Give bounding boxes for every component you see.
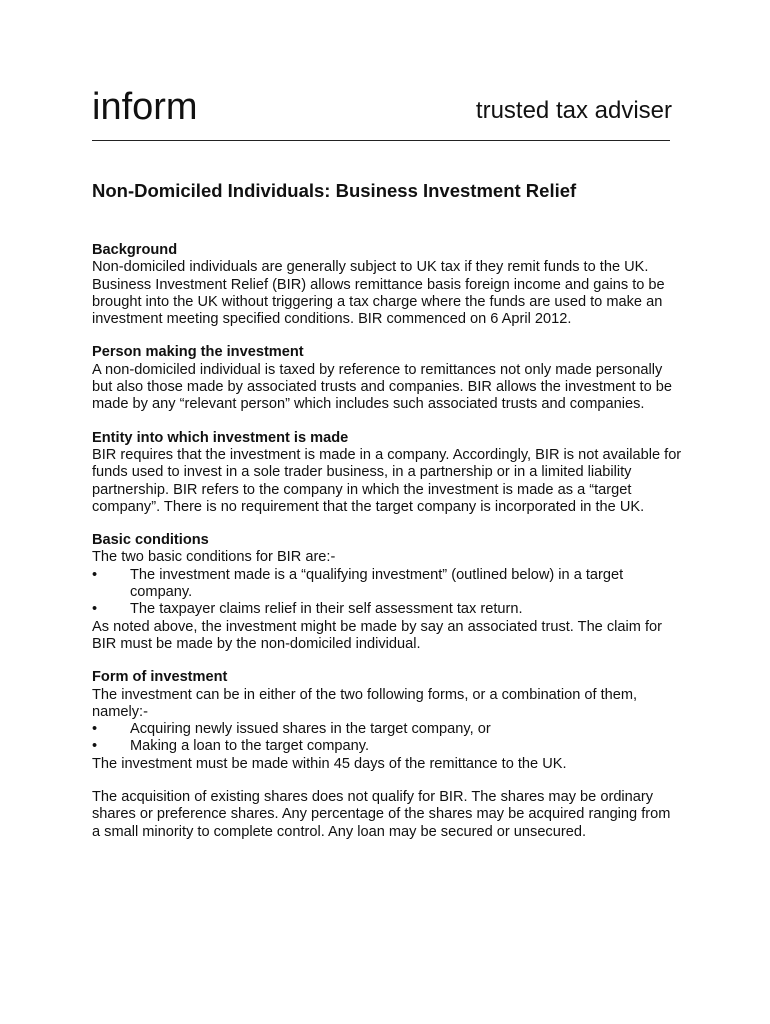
section-heading: Background xyxy=(92,242,178,258)
section-paragraph: A non-domiciled individual is taxed by reference to remittances not only made personally but also those made by associated trusts and companies. BIR allows the investment to be made by any “relevant person” which includes such associated trusts and companies. xyxy=(92,361,673,413)
list-item-text: Acquiring newly issued shares in the target company, or xyxy=(130,721,491,738)
section-intro: The investment can be in either of the two following forms, or a combination of them, namely:- xyxy=(92,686,638,720)
brand-tagline: trusted tax adviser xyxy=(475,97,672,124)
section-paragraph: The investment must be made within 45 days of the remittance to the UK. xyxy=(92,755,567,772)
bullet-glyph: • xyxy=(92,738,98,755)
section-person xyxy=(92,344,682,413)
document-title: Non-Domiciled Individuals: Business Investment Relief xyxy=(92,180,577,201)
section-intro: The two basic conditions for BIR are:- xyxy=(92,549,336,566)
list-item xyxy=(92,567,682,602)
section-heading: Person making the investment xyxy=(92,344,304,361)
bullet-list xyxy=(92,721,682,756)
section-paragraph: Non-domiciled individuals are generally subject to UK tax if they remit funds to the UK. Business Investment Relief (BIR) allows remittance basis foreign income and gains to be brought into the UK without triggering a tax charge where the funds are used to make an investment meeting specified conditions. BIR commenced on 6 April 2012. xyxy=(92,259,665,328)
bullet-glyph: • xyxy=(92,721,98,738)
section-heading: Entity into which investment is made xyxy=(92,429,349,446)
section-heading: Basic conditions xyxy=(92,532,209,549)
list-item-text: Making a loan to the target company. xyxy=(130,738,370,755)
section-paragraph: The acquisition of existing shares does not qualify for BIR. The shares may be ordinary shares or preference shares. Any percentage of the shares may be acquired ranging from a small minority to complete control. Any loan may be secured or unsecured. xyxy=(92,789,671,840)
section-paragraph: As noted above, the investment might be made by say an associated trust. The claim for BIR must be made by the non-domiciled individual. xyxy=(92,618,662,652)
bullet-glyph: • xyxy=(92,566,98,583)
section-background xyxy=(92,242,682,328)
bullet-glyph: • xyxy=(92,601,98,618)
letterhead xyxy=(92,84,672,144)
section-form xyxy=(92,669,682,841)
section-heading: Form of investment xyxy=(92,669,228,686)
list-item xyxy=(92,738,682,755)
header-divider xyxy=(92,140,670,141)
bullet-list xyxy=(92,567,682,619)
section-entity xyxy=(92,430,682,516)
list-item-text: The investment made is a “qualifying investment” (outlined below) in a target company. xyxy=(130,566,624,601)
list-item xyxy=(92,721,682,738)
brand-name: inform xyxy=(92,86,198,128)
list-item-text: The taxpayer claims relief in their self assessment tax return. xyxy=(130,601,523,618)
list-item xyxy=(92,601,682,618)
section-paragraph: BIR requires that the investment is made in a company. Accordingly, BIR is not available for funds used to invest in a sole trader business, in a partnership or in a limited liability partnership. BIR refers to the company in which the investment is made as a “target company”. There is no requirement that the target company is incorporated in the UK. xyxy=(92,446,682,515)
section-conditions xyxy=(92,532,682,653)
document-body xyxy=(92,180,682,857)
